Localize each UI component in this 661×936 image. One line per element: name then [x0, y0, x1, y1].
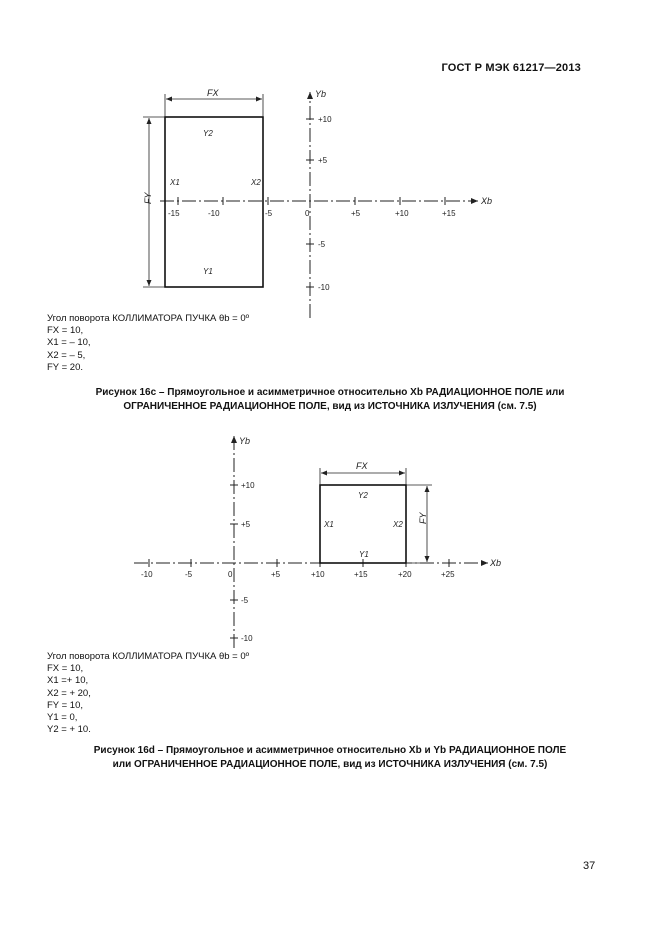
figure-16d-diagram — [0, 430, 661, 650]
param-line: FX = 10, — [47, 663, 84, 675]
caption-line: ОГРАНИЧЕННОЕ РАДИАЦИОННОЕ ПОЛЕ, вид из ИСТОЧНИКА ИЗЛУЧЕНИЯ (см. 7.5) — [123, 401, 537, 412]
x-tick-label: -10 — [208, 209, 220, 218]
y-tick-label: -5 — [318, 240, 326, 249]
param-line: X2 = – 5, — [47, 349, 86, 361]
figure-16c-parameters — [47, 313, 249, 374]
fx-label: FX — [207, 88, 219, 98]
x-tick-label: +25 — [441, 570, 455, 579]
y2-label: Y2 — [358, 491, 368, 500]
x-tick-label: -15 — [168, 209, 180, 218]
x2-label: X2 — [393, 520, 403, 529]
x-tick-label: 0 — [305, 209, 310, 218]
fy-label: FY — [143, 192, 153, 204]
y1-label: Y1 — [359, 550, 369, 559]
param-line: FY = 20. — [47, 361, 84, 373]
figure-16d-caption — [30, 744, 630, 772]
param-line: FX = 10, — [47, 325, 84, 337]
y-tick-label: +10 — [241, 481, 255, 490]
param-line: Угол поворота КОЛЛИМАТОРА ПУЧКА θb = 0º — [47, 313, 250, 324]
x-tick-label: +15 — [354, 570, 368, 579]
param-line: X1 =+ 10, — [47, 675, 89, 687]
param-line: X1 = – 10, — [47, 337, 91, 349]
param-line: X2 = + 20, — [47, 687, 91, 699]
param-line: Y2 = + 10. — [47, 724, 91, 736]
y-axis-label: Yb — [315, 89, 327, 99]
y1-label: Y1 — [203, 267, 213, 276]
y-tick-label: -5 — [241, 596, 249, 605]
y-tick-label: +5 — [318, 156, 328, 165]
x-tick-label: -10 — [141, 570, 153, 579]
x-tick-label: -5 — [265, 209, 273, 218]
figure-16c-caption — [30, 386, 630, 414]
y-tick-label: +5 — [241, 520, 251, 529]
y2-label: Y2 — [203, 129, 213, 138]
param-line: Y1 = 0, — [47, 712, 78, 724]
y-tick-label: -10 — [318, 283, 330, 292]
caption-line: Рисунок 16с – Прямоугольное и асимметричное относительно Xb РАДИАЦИОННОЕ ПОЛЕ или — [95, 387, 565, 398]
x-tick-label: 0 — [228, 570, 233, 579]
x1-label: X1 — [324, 520, 334, 529]
x-axis-label: Xb — [481, 196, 493, 206]
fy-label: FY — [418, 512, 428, 524]
x-tick-label: +10 — [395, 209, 409, 218]
x1-label: X1 — [170, 178, 180, 187]
figure-16d-parameters — [47, 651, 249, 736]
param-line: FY = 10, — [47, 699, 84, 711]
page-number: 37 — [583, 860, 596, 872]
param-line: Угол поворота КОЛЛИМАТОРА ПУЧКА θb = 0º — [47, 651, 250, 662]
y-tick-label: +10 — [318, 115, 332, 124]
x-tick-label: +20 — [398, 570, 412, 579]
fx-label: FX — [356, 461, 368, 471]
x2-label: X2 — [251, 178, 261, 187]
x-tick-label: +15 — [442, 209, 456, 218]
y-tick-label: -10 — [241, 634, 253, 643]
x-tick-label: +10 — [311, 570, 325, 579]
y-axis-label: Yb — [239, 436, 251, 446]
x-tick-label: +5 — [351, 209, 361, 218]
radiation-field-rect — [165, 117, 263, 287]
figure-16c-diagram — [0, 0, 661, 320]
caption-line: Рисунок 16d – Прямоугольное и асимметричное относительно Xb и Yb РАДИАЦИОННОЕ ПОЛЕ — [93, 745, 567, 756]
document-code: ГОСТ Р МЭК 61217—2013 — [441, 62, 581, 74]
x-tick-label: +5 — [271, 570, 281, 579]
caption-line: или ОГРАНИЧЕННОЕ РАДИАЦИОННОЕ ПОЛЕ, вид из ИСТОЧНИКА ИЗЛУЧЕНИЯ (см. 7.5) — [112, 759, 548, 770]
x-tick-label: -5 — [185, 570, 193, 579]
x-axis-label: Xb — [490, 558, 502, 568]
